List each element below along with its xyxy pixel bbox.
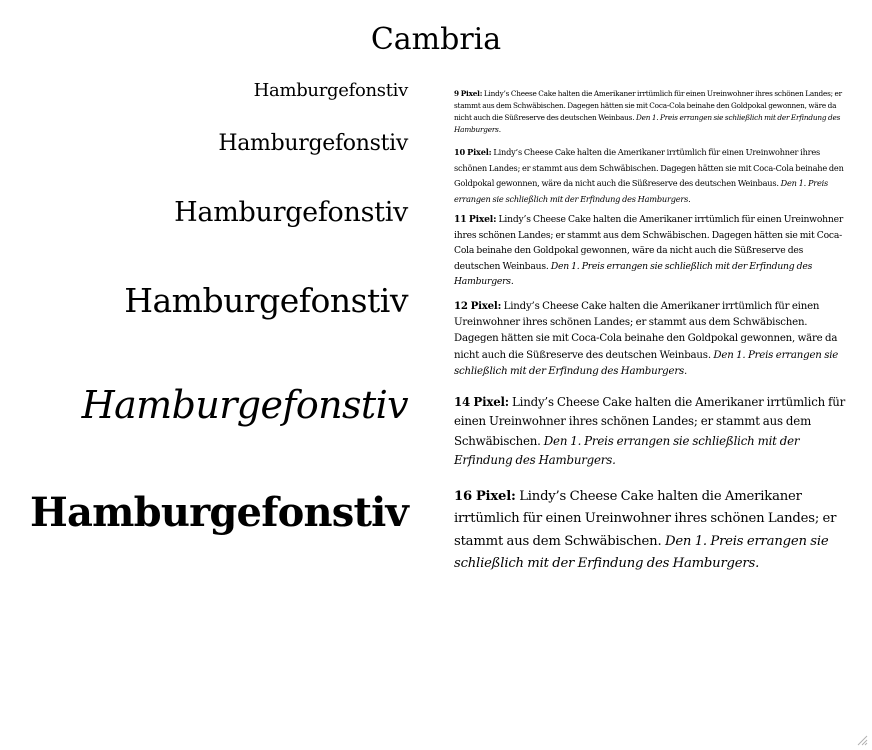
text-sample-9px — [454, 88, 846, 136]
italic-text: Den 1. Preis errangen sie schließlich mit der Erfindung des Hamburgers. — [454, 113, 841, 134]
body-text: Lindy’s Cheese Cake halten die Amerikaner irrtümlich für einen Ureinwohner ihres schönen Landes; er stammt aus dem Schwäbischen. Dagegen hätten sie mit Coca-Cola beinahe den Goldpokal gewonnen, wäre da nicht auch die Süßreserve des deutschen Weinbaus. — [454, 147, 844, 188]
italic-text: Den 1. Preis errangen sie schließlich mit der Erfindung des Hamburgers. — [454, 260, 813, 288]
font-sample-11px: Hamburgefonstiv — [174, 197, 408, 228]
text-sample-10px — [454, 145, 846, 207]
text-sample-11px — [454, 212, 846, 290]
resize-grip-icon[interactable] — [856, 734, 868, 746]
size-label: 16 Pixel: — [454, 489, 516, 504]
italic-text: Den 1. Preis errangen sie schließlich mit der Erfindung des Hamburgers. — [454, 533, 829, 571]
size-label: 9 Pixel: — [454, 89, 483, 98]
size-label: 10 Pixel: — [454, 147, 492, 157]
body-text: Lindy’s Cheese Cake halten die Amerikaner irrtümlich für einen Ureinwohner ihres schönen Landes; er stammt aus dem Schwäbischen. Dagegen hätten sie mit Coca-Cola beinahe den Goldpokal gewonnen, wäre da nicht auch die Süßreserve des deutschen Weinbaus. — [454, 214, 844, 272]
text-sample-12px — [454, 298, 846, 380]
font-sample-10px: Hamburgefonstiv — [218, 131, 408, 156]
page-title: Cambria — [370, 22, 502, 57]
body-text: Lindy’s Cheese Cake halten die Amerikaner irrtümlich für einen Ureinwohner ihres schönen Landes; er stammt aus dem Schwäbischen. Dagegen hätten sie mit Coca-Cola beinahe den Goldpokal gewonnen, wäre da nicht auch die Süßreserve des deutschen Weinbaus. — [454, 89, 842, 122]
size-label: 14 Pixel: — [454, 395, 509, 409]
size-label: 11 Pixel: — [454, 214, 497, 225]
body-text: Lindy’s Cheese Cake halten die Amerikaner irrtümlich für einen Ureinwohner ihres schönen Landes; er stammt aus dem Schwäbischen. — [454, 489, 837, 549]
body-text: Lindy’s Cheese Cake halten die Amerikaner irrtümlich für einen Ureinwohner ihres schönen Landes; er stammt aus dem Schwäbischen. Dagegen hätten sie mit Coca-Cola beinahe den Goldpokal gewonnen, wäre da nicht auch die Süßreserve des deutschen Weinbaus. — [454, 301, 838, 361]
font-sample-bold: Hamburgefonstiv — [30, 489, 408, 536]
font-sample-12px: Hamburgefonstiv — [124, 281, 408, 320]
font-sample-italic: Hamburgefonstiv — [81, 383, 408, 427]
text-sample-14px — [454, 393, 846, 471]
italic-text: Den 1. Preis errangen sie schließlich mit der Erfindung des Hamburgers. — [454, 433, 800, 468]
font-sample-9px: Hamburgefonstiv — [253, 80, 408, 101]
italic-text: Den 1. Preis errangen sie schließlich mit der Erfindung des Hamburgers. — [454, 349, 839, 377]
size-label: 12 Pixel: — [454, 300, 502, 312]
italic-text: Den 1. Preis errangen sie schließlich mit der Erfindung des Hamburgers. — [454, 178, 829, 204]
body-text: Lindy’s Cheese Cake halten die Amerikaner irrtümlich für einen Ureinwohner ihres schönen Landes; er stammt aus dem Schwäbischen. — [454, 395, 846, 448]
text-sample-16px — [454, 486, 846, 575]
